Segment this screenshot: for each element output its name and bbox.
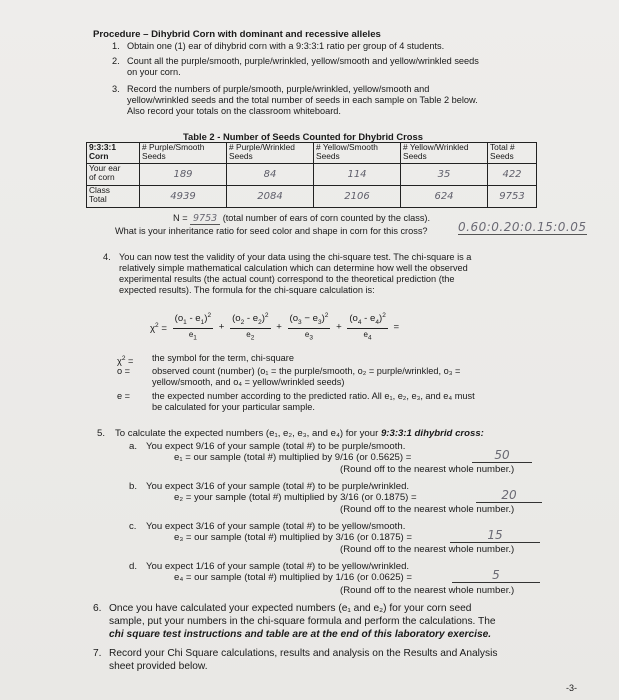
step-5a-line1: You expect 9/16 of your sample (total #) to be purple/smooth. (146, 441, 406, 452)
row-label-class-total: Class Total (87, 186, 140, 208)
step-7-line1: Record your Chi Square calculations, results and analysis on the Results and Analysis (109, 648, 498, 659)
table-row (87, 186, 537, 208)
step-3-number: 3. (112, 84, 120, 94)
page-number: -3- (566, 683, 577, 693)
cell-value: 9753 (488, 186, 537, 208)
chi-square-formula: $\chi^2$ = $\frac{(o_1 - e_1)^2}{e_1}$ + $\frac{(o_2 - e_2)^2}{e_2}$ + $\frac{(o_3 - e_3)^2}{e_3}$ + $\frac{(o_4 - e_4)^2}{e_4}$ = (150, 312, 400, 342)
table-header-cell: 9:3:3:1 Corn (87, 143, 140, 164)
step-5b-letter: b. (129, 481, 138, 492)
o-definition-line1: observed count (number) (o₁ = the purple/smooth, o₂ = purple/wrinkled, o₃ = (152, 366, 461, 376)
step-2-line2: on your corn. (127, 67, 181, 77)
step-5c-line1: You expect 3/16 of your sample (total #) to be yellow/smooth. (146, 521, 406, 532)
table-row (87, 164, 537, 186)
chi-symbol-label: $\chi^2$ = (117, 355, 134, 367)
step-4-line2: relatively simple mathematical calculation which can determine how well the observed (119, 263, 468, 273)
e-label: e = (117, 391, 131, 401)
n-value: 9753 (190, 213, 220, 225)
step-2-line1: Count all the purple/smooth, purple/wrinkled, yellow/smooth and yellow/wrinkled seeds (127, 56, 479, 66)
round-note-a: (Round off to the nearest whole number.) (340, 464, 515, 475)
e-definition-line2: be calculated for your particular sample. (152, 402, 315, 412)
step-4-number: 4. (103, 252, 111, 262)
e4-answer: 5 (452, 568, 540, 583)
step-6-line2: sample, put your numbers in the chi-square formula and perform the calculations. The (109, 616, 496, 627)
procedure-title: Procedure – Dihybrid Corn with dominant and recessive alleles (93, 29, 381, 40)
ratio-answer: 0.60:0.20:0.15:0.05 (458, 220, 587, 234)
e3-answer: 15 (450, 528, 540, 543)
cell-value: 114 (314, 164, 401, 186)
step-5b-line1: You expect 3/16 of your sample (total #) to be purple/wrinkled. (146, 481, 410, 492)
step-5-intro: To calculate the expected numbers (e₁, e₂, e₃, and e₄) for your 9:3:3:1 dihybrid cross: (115, 428, 484, 439)
table-title: Table 2 - Number of Seeds Counted for Dhybrid Cross (183, 131, 423, 142)
cell-value: 2106 (314, 186, 401, 208)
step-5-number: 5. (97, 428, 106, 439)
cell-value: 4939 (140, 186, 227, 208)
cell-value: 84 (227, 164, 314, 186)
step-1-number: 1. (112, 41, 120, 51)
step-5b-line2: e₂ = your sample (total #) multiplied by 3/16 (or 0.1875) = (174, 492, 417, 503)
table-header-cell: # Purple/Wrinkled Seeds (227, 143, 314, 164)
chi-definition: the symbol for the term, chi-square (152, 353, 294, 363)
step-6-line3: chi square test instructions and table are at the end of this laboratory exercise. (109, 629, 492, 640)
round-note-d: (Round off to the nearest whole number.) (340, 585, 515, 596)
e2-answer: 20 (476, 488, 542, 503)
step-4-line4: expected results). The formula for the chi-square calculation is: (119, 285, 375, 295)
row-label-your-ear: Your ear of corn (87, 164, 140, 186)
round-note-b: (Round off to the nearest whole number.) (340, 504, 515, 515)
table-header-row (87, 143, 537, 164)
step-6-line1: Once you have calculated your expected numbers (e₁ and e₂) for your corn seed (109, 603, 472, 614)
n-line: N = 9753 (total number of ears of corn counted by the class). (173, 213, 431, 224)
cell-value: 35 (401, 164, 488, 186)
table-header-cell: # Yellow/Smooth Seeds (314, 143, 401, 164)
e-definition-line1: the expected number according to the predicted ratio. All e₁, e₂, e₃, and e₄ must (152, 391, 475, 401)
step-3-line2: yellow/wrinkled seeds and the total number of seeds in each sample on Table 2 below. (127, 95, 478, 105)
table-header-cell: # Yellow/Wrinkled Seeds (401, 143, 488, 164)
e1-answer: 50 (472, 448, 532, 463)
cell-value: 2084 (227, 186, 314, 208)
table-header-cell: # Purple/Smooth Seeds (140, 143, 227, 164)
table-header-cell: Total # Seeds (488, 143, 537, 164)
step-5a-line2: e₁ = our sample (total #) multiplied by 9/16 (or 0.5625) = (174, 452, 412, 463)
cell-value: 624 (401, 186, 488, 208)
step-3-line3: Also record your totals on the classroom whiteboard. (127, 106, 341, 116)
o-definition-line2: yellow/smooth, and o₄ = yellow/wrinkled seeds) (152, 377, 345, 387)
step-5c-line2: e₃ = our sample (total #) multiplied by 3/16 (or 0.1875) = (174, 532, 413, 543)
step-5a-letter: a. (129, 441, 138, 452)
step-5d-line1: You expect 1/16 of your sample (total #) to be yellow/wrinkled. (146, 561, 410, 572)
seed-count-table (86, 142, 537, 208)
step-5d-letter: d. (129, 561, 138, 572)
cell-value: 422 (488, 164, 537, 186)
step-7-line2: sheet provided below. (109, 661, 208, 672)
step-5d-line2: e₄ = our sample (total #) multiplied by 1/16 (or 0.0625) = (174, 572, 413, 583)
step-3-line1: Record the numbers of purple/smooth, purple/wrinkled, yellow/smooth and (127, 84, 430, 94)
o-label: o = (117, 366, 131, 376)
step-1-text: Obtain one (1) ear of dihybrid corn with a 9:3:3:1 ratio per group of 4 students. (127, 41, 445, 51)
step-7-number: 7. (93, 648, 102, 659)
step-6-number: 6. (93, 603, 102, 614)
round-note-c: (Round off to the nearest whole number.) (340, 544, 515, 555)
step-4-line1: You can now test the validity of your data using the chi-square test. The chi-square is a (119, 252, 472, 262)
step-2-number: 2. (112, 56, 120, 66)
step-4-line3: experimental results (the actual count) correspond to the theoretical prediction (the (119, 274, 455, 284)
ratio-question: What is your inheritance ratio for seed color and shape in corn for this cross? (115, 226, 428, 236)
step-5c-letter: c. (129, 521, 137, 532)
cell-value: 189 (140, 164, 227, 186)
